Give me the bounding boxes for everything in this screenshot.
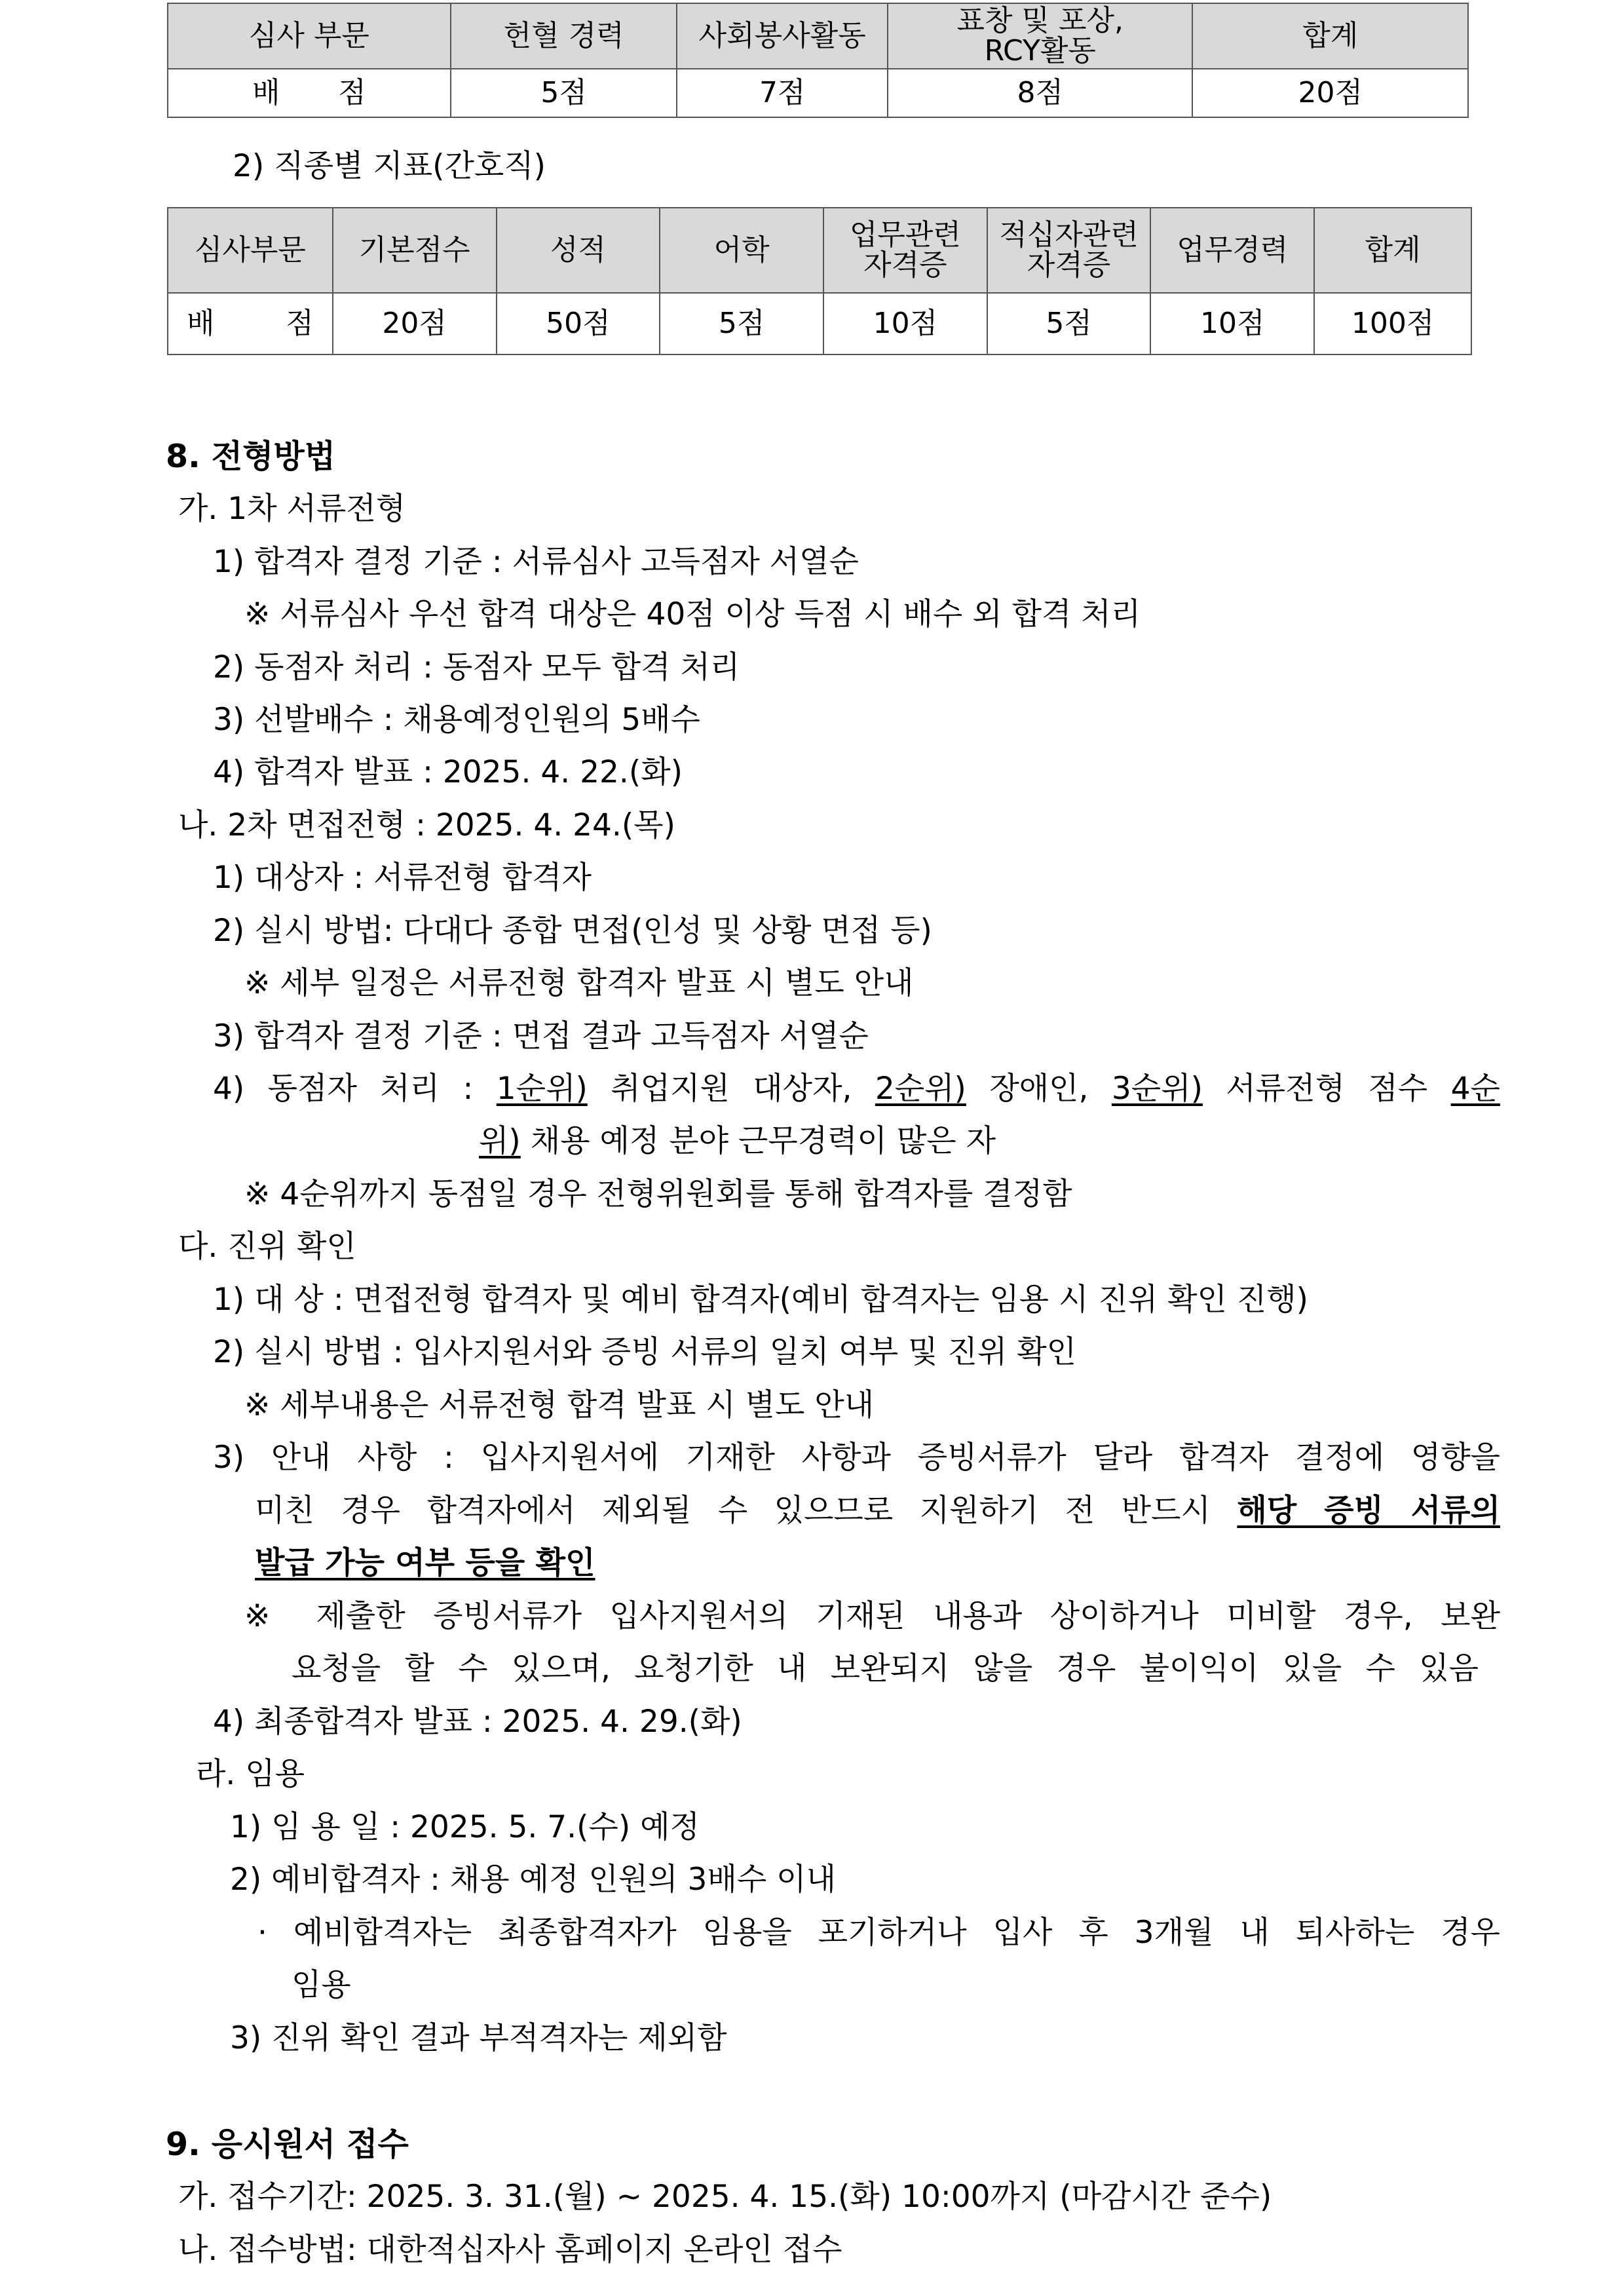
table-header-cell — [888, 3, 1192, 69]
item-text: 서류전형 점수 — [1226, 1071, 1428, 1107]
table-header-cell: 기본점수 — [333, 208, 497, 293]
emphasis-text: 발급 가능 여부 등을 확인 — [255, 1545, 595, 1581]
item-text: 4) 동점자 처리 : — [213, 1071, 474, 1107]
rank-label: 4순 — [1450, 1071, 1500, 1107]
note-text: ※ 제출한 증빙서류가 입사지원서의 기재된 내용과 상이하거나 미비할 경우, 보완 — [244, 1598, 1500, 1634]
note-text: ※ 4순위까지 동점일 경우 전형위원회를 통해 합격자를 결정함 — [244, 1176, 1072, 1212]
table-cell: 8점 — [888, 69, 1192, 117]
item-text: 나. 접수방법: 대한적십자사 홈페이지 온라인 접수 — [178, 2232, 842, 2268]
header-line: 적십자관련 — [999, 218, 1139, 252]
item-text: 2) 동점자 처리 : 동점자 모두 합격 처리 — [213, 649, 740, 685]
header-line: 업무관련 — [849, 218, 961, 252]
item-text-continuation — [255, 1494, 1500, 1528]
table-header-cell: 업무경력 — [1150, 208, 1314, 293]
header-line: 표창 및 포상, — [956, 3, 1124, 37]
header-line: 자격증 — [1027, 248, 1111, 282]
table-cell: 100점 — [1314, 293, 1471, 354]
note-text: · 예비합격자는 최종합격자가 임용을 포기하거나 입사 후 3개월 내 퇴사하는 경우 — [257, 1915, 1500, 1951]
table-header-cell: 심사부문 — [168, 208, 333, 293]
note-text: ※ 세부내용은 서류전형 합격 발표 시 별도 안내 — [244, 1387, 875, 1423]
table-header-row — [168, 208, 1471, 293]
rank-label: 1순위) — [496, 1071, 588, 1107]
rank-label: 2순위) — [875, 1071, 966, 1107]
header-line: RCY활동 — [984, 34, 1096, 67]
cell-part: 점 — [338, 75, 366, 109]
table-cell: 7점 — [677, 69, 888, 117]
score-table-2 — [167, 207, 1472, 355]
cell-part: 배 — [252, 75, 280, 109]
table-header-cell: 헌혈 경력 — [451, 3, 677, 69]
table-header-cell — [823, 208, 987, 293]
table-header-cell: 사회봉사활동 — [677, 3, 888, 69]
subsection-na: 나. 2차 면접전형 : 2025. 4. 24.(목) — [178, 807, 675, 843]
table-cell: 5점 — [660, 293, 823, 354]
tie-rule-line — [213, 1072, 1500, 1106]
subsection-da: 다. 진위 확인 — [178, 1229, 356, 1265]
table-cell: 10점 — [1150, 293, 1314, 354]
section-8-title: 8. 전형방법 — [166, 438, 336, 475]
item-text: 1) 합격자 결정 기준 : 서류심사 고득점자 서열순 — [213, 544, 859, 580]
table-cell: 50점 — [497, 293, 660, 354]
table-cell: 20점 — [333, 293, 497, 354]
item-text: 3) 진위 확인 결과 부적격자는 제외함 — [230, 2020, 727, 2056]
table-cell — [168, 69, 451, 117]
item-text: 4) 최종합격자 발표 : 2025. 4. 29.(화) — [213, 1704, 742, 1740]
cell-part: 점 — [286, 306, 314, 340]
note-text: ※ 세부 일정은 서류전형 합격자 발표 시 별도 안내 — [244, 965, 914, 1001]
note-text: 요청을 할 수 있으며, 요청기한 내 보완되지 않을 경우 불이익이 있을 수 있음 — [292, 1651, 1479, 1687]
item-text: 2) 실시 방법: 다대다 종합 면접(인성 및 상황 면접 등) — [213, 913, 932, 949]
item-text: 1) 대상자 : 서류전형 합격자 — [213, 860, 592, 896]
item-text: 가. 접수기간: 2025. 3. 31.(월) ~ 2025. 4. 15.(화) 10:00까지 (마감시간 준수) — [178, 2179, 1272, 2215]
table-header-cell: 합계 — [1192, 3, 1468, 69]
table-header-cell — [987, 208, 1151, 293]
score-table-1 — [167, 3, 1469, 118]
item-text: 미친 경우 합격자에서 제외될 수 있으므로 지원하기 전 반드시 — [255, 1493, 1211, 1529]
cell-part: 배 — [187, 306, 215, 340]
item-text: 2) 실시 방법 : 입사지원서와 증빙 서류의 일치 여부 및 진위 확인 — [213, 1334, 1077, 1370]
subsection-ga: 가. 1차 서류전형 — [178, 491, 406, 527]
table2-title: 2) 직종별 지표(간호직) — [233, 148, 546, 184]
table-cell: 5점 — [451, 69, 677, 117]
item-text: 3) 선발배수 : 채용예정인원의 5배수 — [213, 702, 700, 738]
item-text: 취업지원 대상자, — [611, 1071, 852, 1107]
section-9-title: 9. 응시원서 접수 — [166, 2126, 409, 2163]
table-cell: 20점 — [1192, 69, 1468, 117]
item-text: 4) 합격자 발표 : 2025. 4. 22.(화) — [213, 754, 683, 790]
table-header-cell: 성적 — [497, 208, 660, 293]
table-cell: 5점 — [987, 293, 1151, 354]
table-header-cell: 합계 — [1314, 208, 1471, 293]
table-cell — [168, 293, 333, 354]
item-text: 장애인, — [989, 1071, 1089, 1107]
note-text: ※ 서류심사 우선 합격 대상은 40점 이상 득점 시 배수 외 합격 처리 — [244, 596, 1141, 632]
table-row — [168, 293, 1471, 354]
item-text: 1) 대 상 : 면접전형 합격자 및 예비 합격자(예비 합격자는 임용 시 진위 확인 진행) — [213, 1282, 1308, 1318]
item-text: 2) 예비합격자 : 채용 예정 인원의 3배수 이내 — [230, 1862, 836, 1898]
item-text: 3) 합격자 결정 기준 : 면접 결과 고득점자 서열순 — [213, 1018, 869, 1054]
emphasis-text: 해당 증빙 서류의 — [1237, 1493, 1500, 1529]
item-text-continuation — [255, 1546, 595, 1580]
rank-label: 3순위) — [1111, 1071, 1203, 1107]
subsection-ra: 라. 임용 — [196, 1756, 305, 1792]
note-text: 임용 — [292, 1967, 351, 2003]
table-header-row — [168, 3, 1468, 69]
table-header-cell: 심사 부문 — [168, 3, 451, 69]
table-row — [168, 69, 1468, 117]
tie-rule-continuation — [479, 1124, 996, 1158]
item-text: 채용 예정 분야 근무경력이 많은 자 — [530, 1123, 996, 1159]
table-cell: 10점 — [823, 293, 987, 354]
header-line: 자격증 — [863, 248, 947, 282]
item-text: 3) 안내 사항 : 입사지원서에 기재한 사항과 증빙서류가 달라 합격자 결정에 영향을 — [213, 1440, 1500, 1476]
rank-label: 위) — [479, 1123, 521, 1159]
item-text: 1) 임 용 일 : 2025. 5. 7.(수) 예정 — [230, 1809, 700, 1845]
table-header-cell: 어학 — [660, 208, 823, 293]
